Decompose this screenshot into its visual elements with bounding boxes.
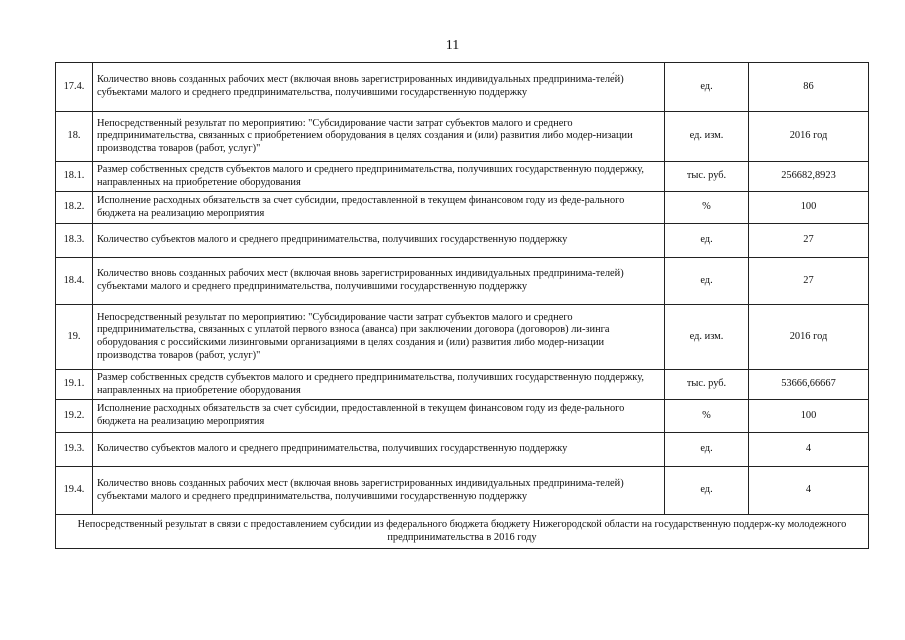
row-unit: ед. (665, 224, 749, 258)
row-number: 18.1. (56, 162, 93, 192)
table-row (56, 224, 869, 258)
row-unit: ед. (665, 63, 749, 112)
row-number: 19.3. (56, 433, 93, 467)
row-description: Количество вновь созданных рабочих мест (включая вновь зарегистрированных индивидуальных предпринима-телей) субъектами малого и среднего предпринимательства, получившими государственную поддержку (93, 258, 665, 305)
row-unit: ед. (665, 258, 749, 305)
table-row (56, 433, 869, 467)
table-row (56, 467, 869, 515)
row-value: 256682,8923 (749, 162, 869, 192)
row-number: 19.1. (56, 370, 93, 400)
table-row (56, 305, 869, 370)
row-description: Количество субъектов малого и среднего предпринимательства, получивших государственную поддержку (93, 433, 665, 467)
row-number: 18.2. (56, 192, 93, 224)
row-description: Непосредственный результат по мероприятию: "Субсидирование части затрат субъектов малого и среднего предпринимательства, связанных с приобретением оборудования в целях создания и (или) развития либо модер-низации производства товаров (работ, услуг)" (93, 112, 665, 162)
row-value: 4 (749, 433, 869, 467)
row-value: 2016 год (749, 112, 869, 162)
row-unit: ед. (665, 433, 749, 467)
row-unit: % (665, 400, 749, 433)
row-unit: ед. изм. (665, 112, 749, 162)
row-unit: тыс. руб. (665, 370, 749, 400)
row-unit: тыс. руб. (665, 162, 749, 192)
row-number: 17.4. (56, 63, 93, 112)
row-description: Размер собственных средств субъектов малого и среднего предпринимательства, получивших государственную поддержку, направленных на приобретение оборудования (93, 370, 665, 400)
row-number: 19. (56, 305, 93, 370)
row-value: 27 (749, 258, 869, 305)
results-table (55, 62, 869, 549)
row-description: Исполнение расходных обязательств за счет субсидии, предоставленной в текущем финансовом году из феде-рального бюджета на реализацию мероприятия (93, 400, 665, 433)
row-description: Количество вновь созданных рабочих мест (включая вновь зарегистрированных индивидуальных предпринима-телей) субъектами малого и среднего предпринимательства, получившими государственную поддержку (93, 467, 665, 515)
table-row (56, 258, 869, 305)
row-number: 18.3. (56, 224, 93, 258)
row-unit: % (665, 192, 749, 224)
row-description: Количество субъектов малого и среднего предпринимательства, получивших государственную поддержку (93, 224, 665, 258)
row-value: 53666,66667 (749, 370, 869, 400)
row-number: 18.4. (56, 258, 93, 305)
row-number: 18. (56, 112, 93, 162)
row-description: Размер собственных средств субъектов малого и среднего предпринимательства, получивших государственную поддержку, направленных на приобретение оборудования (93, 162, 665, 192)
row-value: 2016 год (749, 305, 869, 370)
table-row (56, 400, 869, 433)
row-description: Непосредственный результат по мероприятию: "Субсидирование части затрат субъектов малого и среднего предпринимательства, связанных с уплатой первого взноса (аванса) при заключении договора (договоров) ли-зинга оборудования с российскими лизинговыми организациями в целях создания и (или) развития либо модер-низации производства товаров (работ, услуг)" (93, 305, 665, 370)
table-row (56, 162, 869, 192)
page-number: 11 (445, 38, 460, 53)
row-value: 86 (749, 63, 869, 112)
row-unit: ед. изм. (665, 305, 749, 370)
row-description: Исполнение расходных обязательств за счет субсидии, предоставленной в текущем финансовом году из феде-рального бюджета на реализацию мероприятия (93, 192, 665, 224)
table-row (56, 192, 869, 224)
table-row (56, 63, 869, 112)
row-description: Количество вновь созданных рабочих мест (включая вновь зарегистрированных индивидуальных предпринима-теле́й) субъектами малого и среднего предпринимательства, получившими государственную поддержку (93, 63, 665, 112)
row-number: 19.2. (56, 400, 93, 433)
row-value: 100 (749, 192, 869, 224)
row-value: 100 (749, 400, 869, 433)
row-value: 4 (749, 467, 869, 515)
table-footer-row (56, 515, 869, 549)
row-number: 19.4. (56, 467, 93, 515)
footer-row-text: Непосредственный результат в связи с предоставлением субсидии из федерального бюджета бюджету Нижегородской области на государственную поддерж-ку молодежного предпринимательства в 2016 году (56, 515, 869, 549)
table-row (56, 112, 869, 162)
row-value: 27 (749, 224, 869, 258)
table-row (56, 370, 869, 400)
row-unit: ед. (665, 467, 749, 515)
